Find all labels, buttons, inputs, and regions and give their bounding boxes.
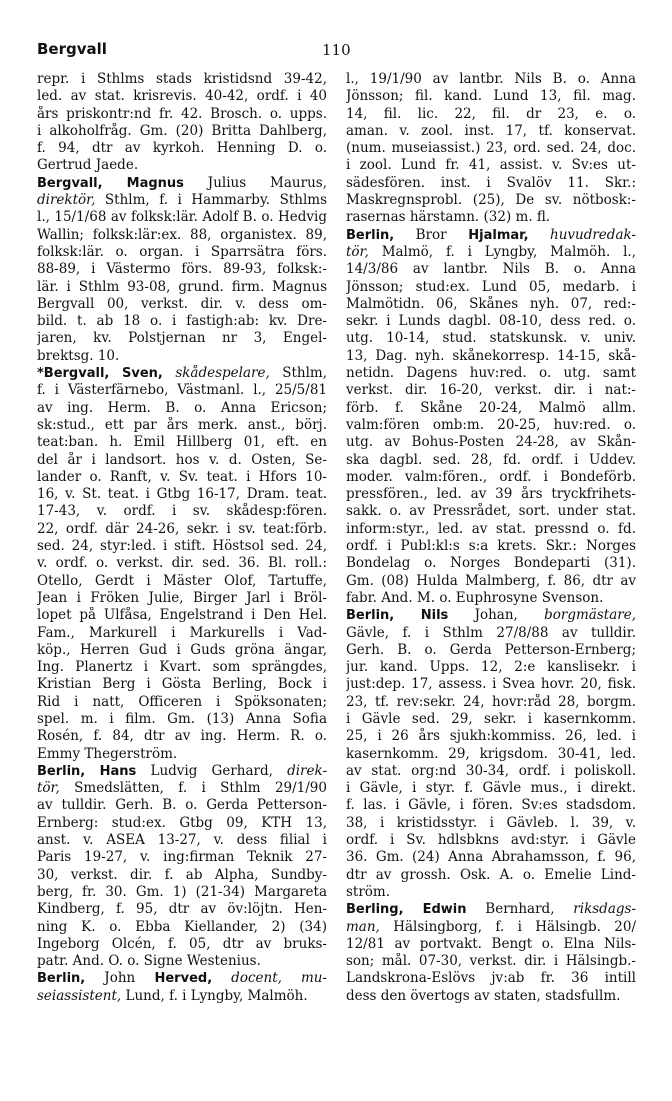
entry-text: Lund, f. i Lyngby, Malmöh. — [121, 987, 308, 1004]
entry-headword: Bergvall, Magnus — [37, 175, 184, 191]
entry-text: Malmötidn. 06, Skånes nyh. 07, red:- — [346, 295, 636, 312]
entry-text: dtr av grossh. Osk. A. o. Emelie Lind- — [346, 866, 636, 883]
text-line — [346, 919, 636, 936]
text-line — [346, 763, 636, 780]
text-line — [37, 538, 327, 555]
entry-occupation: man, — [346, 918, 380, 935]
text-line — [346, 486, 636, 503]
entry-text: netidn. Dagens huv:red. o. utg. samt — [346, 365, 636, 382]
text-line — [346, 711, 636, 728]
entry-text: Bondelag o. Norges Bondeparti (31). — [346, 555, 636, 572]
entry-occupation: huvudredak- — [528, 226, 636, 243]
text-line — [37, 936, 327, 953]
entry-text: l., 15/1/68 av folksk:lär. Adolf B. o. Hedvig — [37, 209, 327, 226]
entry-text: lopet på Ulfåsa, Engelstrand i Den Hel. — [37, 607, 327, 624]
text-line — [346, 227, 636, 244]
entry-occupation: direk- — [272, 762, 327, 779]
entry-text: 23, tf. rev:sekr. 24, hovr:råd 28, borgm. — [346, 693, 636, 710]
entry-text: förb. f. Skåne 20-24, Malmö allm. — [346, 399, 636, 416]
text-line — [37, 486, 327, 503]
text-line — [346, 313, 636, 330]
text-line — [346, 330, 636, 347]
text-line — [346, 452, 636, 469]
text-line — [37, 555, 327, 572]
text-line — [346, 175, 636, 192]
entry-text: Ludvig Gerhard, — [136, 762, 273, 779]
entry-text: sakk. o. av Pressrådet, sort. under stat. — [346, 503, 636, 520]
page-header — [0, 40, 672, 64]
text-line — [346, 815, 636, 832]
entry-text: folksk:lär. o. organ. i Sparrsätra förs. — [37, 243, 327, 260]
entry-text: Jean i Fröken Julie, Birger Jarl i Bröl- — [37, 589, 327, 606]
text-line — [346, 106, 636, 123]
entry-text: Gerh. B. o. Gerda Petterson-Ernberg; — [346, 641, 636, 658]
entry-text: Landskrona-Eslövs jv:ab fr. 36 intill — [346, 970, 636, 987]
text-line — [37, 919, 327, 936]
entry-headword: Berlin, — [346, 227, 395, 243]
entry-text: ordf. i Publ:kl:s s:a krets. Skr.: Norges — [346, 538, 636, 555]
entry-headword: Herved, — [135, 971, 213, 987]
text-line — [346, 140, 636, 157]
text-line — [346, 694, 636, 711]
entry-text: sk:stud., ett par års merk. anst., börj. — [37, 416, 327, 433]
text-line — [37, 642, 327, 659]
text-line — [346, 365, 636, 382]
text-line — [37, 296, 327, 313]
text-line — [37, 123, 327, 140]
entry-text: 36. Gm. (24) Anna Abrahamsson, f. 96, — [346, 849, 636, 866]
entry-text: Kindberg, f. 95, dtr av öv:löjtn. Hen- — [37, 901, 327, 918]
text-line — [37, 676, 327, 693]
text-line — [346, 503, 636, 520]
entry-headword: Berling, Edwin — [346, 902, 467, 918]
text-line — [37, 711, 327, 728]
entry-text: verkst. dir. 16-20, verkst. dir. i nat:- — [346, 382, 636, 399]
entry-text: 88-89, i Västermo förs. 89-93, folksk:- — [37, 261, 327, 278]
text-line — [346, 538, 636, 555]
text-line — [346, 936, 636, 953]
entry-text: inform:styr., led. av stat. pressnd o. fd. — [346, 520, 636, 537]
text-line — [346, 192, 636, 209]
entry-text: 13, Dag. nyh. skånekorresp. 14-15, skå- — [346, 347, 636, 364]
entry-text: (num. museiassist.) 23, ord. sed. 24, doc. — [346, 140, 636, 157]
entry-text: repr. i Sthlms stads kristidsnd 39-42, — [37, 71, 327, 87]
text-line — [37, 313, 327, 330]
text-line — [37, 71, 327, 88]
entry-text: av tulldir. Gerh. B. o. Gerda Petterson- — [37, 797, 327, 814]
text-line — [37, 279, 327, 296]
text-line — [37, 815, 327, 832]
text-line — [346, 348, 636, 365]
text-line — [346, 157, 636, 174]
entry-text: Paris 19-27, v. ing:firman Teknik 27- — [37, 849, 327, 866]
text-line — [346, 521, 636, 538]
entry-text: aman. v. zool. inst. 17, tf. konservat. — [346, 122, 636, 139]
text-line — [346, 607, 636, 624]
entry-text: l., 19/1/90 av lantbr. Nils B. o. Anna — [346, 71, 636, 87]
text-line — [37, 348, 327, 365]
text-line — [346, 867, 636, 884]
text-line — [346, 296, 636, 313]
entry-text: 30, verkst. dir. f. ab Alpha, Sundby- — [37, 866, 327, 883]
entry-text: f. i Västerfärnebo, Västmanl. l., 25/5/81 — [37, 382, 327, 399]
text-line — [37, 832, 327, 849]
entry-text: ning K. o. Ebba Kiellander, 2) (34) — [37, 918, 327, 935]
entry-text: Johan, — [448, 607, 518, 624]
page-number: 110 — [322, 41, 351, 59]
text-line — [37, 607, 327, 624]
entry-text: lär. i Sthlm 93-08, grund. firm. Magnus — [37, 278, 327, 295]
entry-text: Gertrud Jaede. — [37, 157, 139, 174]
running-head: Bergvall — [37, 40, 107, 58]
entry-text: spel. m. i film. Gm. (13) Anna Sofia — [37, 710, 327, 727]
entry-text: 16, v. St. teat. i Gtbg 16-17, Dram. teat. — [37, 486, 327, 503]
text-line — [37, 867, 327, 884]
entry-text: son; mål. 07-30, verkst. dir. i Hälsingb.- — [346, 953, 636, 970]
entry-text: utg. 10-14, stud. statskunsk. v. univ. — [346, 330, 636, 347]
text-line — [37, 434, 327, 451]
entry-text: dess den övertogs av staten, stadsfullm. — [346, 987, 621, 1004]
entry-text: f. las. i Gävle, i fören. Sv:es stadsdom. — [346, 797, 636, 814]
text-line — [346, 642, 636, 659]
entry-text: berg, fr. 30. Gm. 1) (21-34) Margareta — [37, 883, 327, 900]
text-line — [37, 746, 327, 763]
entry-occupation: tör, — [37, 780, 60, 797]
entry-text: sed. 24, styr:led. i stift. Höstsol sed. 24, — [37, 538, 327, 555]
text-line — [346, 209, 636, 226]
text-line — [37, 209, 327, 226]
entry-text: sekr. i Lunds dagbl. 08-10, dess red. o. — [346, 313, 636, 330]
text-line — [37, 988, 327, 1005]
text-line — [346, 261, 636, 278]
entry-occupation: docent, mu- — [212, 970, 327, 987]
entry-text: 17-43, v. ordf. i sv. skådesp:fören. — [37, 503, 327, 520]
text-line — [346, 659, 636, 676]
entry-text: moder. valm:fören., ordf. i Bondeförb. — [346, 468, 636, 485]
text-line — [37, 694, 327, 711]
text-line — [37, 849, 327, 866]
entry-text: i Gävle, i styr. f. Gävle mus., i direkt. — [346, 780, 636, 797]
entry-text: John — [85, 970, 136, 987]
text-line — [37, 88, 327, 105]
text-line — [37, 175, 327, 192]
entry-headword: Hjalmar, — [446, 227, 529, 243]
entry-text: 12/81 av portvakt. Bengt o. Elna Nils- — [346, 935, 636, 952]
entry-text: i alkoholfråg. Gm. (20) Britta Dahlberg, — [37, 122, 327, 139]
text-line — [37, 400, 327, 417]
entry-text: Julius Maurus, — [183, 174, 327, 191]
text-line — [346, 382, 636, 399]
entry-text: led. av stat. krisrevis. 40-42, ordf. i 40 — [37, 88, 327, 105]
text-line — [346, 746, 636, 763]
right-column — [346, 71, 636, 1005]
entry-text: fabr. And. M. o. Euphrosyne Svenson. — [346, 589, 604, 606]
entry-text: Ing. Planertz i Kvart. som sprängdes, — [37, 659, 327, 676]
text-line — [37, 728, 327, 745]
text-line — [346, 123, 636, 140]
entry-occupation: skådespelare, — [162, 365, 270, 382]
text-line — [37, 970, 327, 987]
text-line — [346, 400, 636, 417]
text-line — [37, 157, 327, 174]
entry-text: brektsg. 10. — [37, 347, 120, 364]
entry-text: f. 94, dtr av kyrkoh. Henning D. o. — [37, 140, 327, 157]
text-line — [37, 244, 327, 261]
entry-text: Ingeborg Olcén, f. 05, dtr av bruks- — [37, 935, 327, 952]
entry-text: 25, i 26 års sjukh:kommiss. 26, led. i — [346, 728, 636, 745]
entry-text: Otello, Gerdt i Mäster Olof, Tartuffe, — [37, 572, 327, 589]
entry-text: Emmy Thegerström. — [37, 745, 178, 762]
text-line — [37, 227, 327, 244]
entry-text: Maskregnsprobl. (25), De sv. nötbosk:- — [346, 192, 636, 209]
text-line — [346, 797, 636, 814]
text-line — [37, 140, 327, 157]
entry-text: just:dep. 17, assess. i Svea hovr. 20, fisk. — [346, 676, 636, 693]
left-column — [37, 71, 327, 1005]
text-line — [346, 469, 636, 486]
text-line — [346, 71, 636, 88]
text-line — [346, 884, 636, 901]
entry-text: Bror — [394, 226, 447, 243]
entry-text: anst. v. ASEA 13-27, v. dess filial i — [37, 832, 327, 849]
entry-text: valm:fören omb:m. 20-25, huv:red. o. — [346, 416, 636, 433]
text-line — [346, 988, 636, 1005]
entry-occupation: direktör, — [37, 192, 96, 209]
text-line — [346, 279, 636, 296]
text-line — [37, 106, 327, 123]
text-line — [346, 832, 636, 849]
entry-text: Sthlm, — [269, 365, 327, 382]
entry-text: rasernas härstamn. (32) m. fl. — [346, 209, 551, 226]
entry-text: bild. t. ab 18 o. i fastigh:ab: kv. Dre- — [37, 313, 327, 330]
text-line — [37, 452, 327, 469]
entry-text: jaren, kv. Polstjernan nr 3, Engel- — [37, 330, 327, 347]
entry-text: sädesfören. inst. i Svalöv 11. Skr.: — [346, 174, 636, 191]
text-line — [37, 365, 327, 382]
entry-text: Bernhard, — [466, 901, 555, 918]
entry-text: teat:ban. h. Emil Hillberg 01, eft. en — [37, 434, 327, 451]
entry-text: Sthlm, f. i Hammarby. Sthlms — [95, 192, 327, 209]
entry-text: av stat. org:nd 30-34, ordf. i poliskoll. — [346, 762, 636, 779]
text-line — [346, 573, 636, 590]
text-line — [346, 953, 636, 970]
text-line — [37, 797, 327, 814]
text-line — [346, 244, 636, 261]
text-line — [346, 417, 636, 434]
text-line — [37, 573, 327, 590]
entry-text: Gm. (08) Hulda Malmberg, f. 86, dtr av — [346, 572, 636, 589]
entry-text: lander o. Ranft, v. Sv. teat. i Hfors 10- — [37, 468, 327, 485]
entry-text: Rid i natt, Officeren i Spöksonaten; — [37, 693, 327, 710]
entry-text: 22, ordf. där 24-26, sekr. i sv. teat:förb. — [37, 520, 327, 537]
entry-text: års priskontr:nd fr. 42. Brosch. o. upps. — [37, 105, 327, 122]
text-line — [37, 469, 327, 486]
entry-text: köp., Herren Gud i Guds gröna ängar, — [37, 641, 327, 658]
text-line — [346, 780, 636, 797]
entry-headword: Berlin, Hans — [37, 763, 137, 779]
text-line — [37, 330, 327, 347]
entry-occupation: tör, — [346, 243, 369, 260]
text-line — [37, 659, 327, 676]
entry-occupation: seiassistent, — [37, 987, 122, 1004]
entry-text: jur. kand. Upps. 12, 2:e kanslisekr. i — [346, 659, 636, 676]
entry-text: i zool. Lund fr. 41, assist. v. Sv:es ut- — [346, 157, 636, 174]
entry-headword: Berlin, Nils — [346, 608, 449, 624]
text-line — [37, 763, 327, 780]
entry-text: del år i landsort. hos v. d. Osten, Se- — [37, 451, 327, 468]
entry-text: 14, fil. lic. 22, fil. dr 23, e. o. — [346, 105, 636, 122]
text-line — [37, 625, 327, 642]
entry-text: i Gävle sed. 29, sekr. i kasernkomm. — [346, 710, 636, 727]
text-line — [346, 625, 636, 642]
text-line — [346, 555, 636, 572]
entry-text: utg. av Bohus-Posten 24-28, av Skån- — [346, 434, 636, 451]
text-line — [37, 192, 327, 209]
entry-text: Bergvall 00, verkst. dir. v. dess om- — [37, 295, 327, 312]
entry-text: v. ordf. o. verkst. dir. sed. 36. Bl. roll.: — [37, 555, 327, 572]
text-line — [346, 590, 636, 607]
entry-text: Ernberg: stud:ex. Gtbg 09, KTH 13, — [37, 814, 327, 831]
text-line — [346, 849, 636, 866]
text-line — [37, 780, 327, 797]
entry-text: 38, i kristidsstyr. i Gävleb. l. 39, v. — [346, 814, 636, 831]
entry-text: Jönsson; fil. kand. Lund 13, fil. mag. — [346, 88, 636, 105]
entry-text: Wallin; folksk:lär:ex. 88, organistex. 89, — [37, 226, 327, 243]
entry-text: Kristian Berg i Gösta Berling, Bock i — [37, 676, 327, 693]
text-line — [37, 261, 327, 278]
entry-text: Fam., Markurell i Markurells i Vad- — [37, 624, 327, 641]
text-line — [346, 88, 636, 105]
entry-headword: Berlin, — [37, 971, 86, 987]
entry-text: patr. And. O. o. Signe Westenius. — [37, 953, 261, 970]
entry-occupation: borgmästare, — [517, 607, 636, 624]
entry-text: ström. — [346, 883, 391, 900]
entry-text: pressfören., led. av 39 års tryckfrihets- — [346, 486, 636, 503]
text-line — [37, 521, 327, 538]
entry-text: Hälsingborg, f. i Hälsingb. 20/ — [379, 918, 636, 935]
text-line — [37, 382, 327, 399]
text-line — [37, 417, 327, 434]
text-line — [37, 503, 327, 520]
entry-text: Malmö, f. i Lyngby, Malmöh. l., — [368, 243, 636, 260]
text-line — [37, 953, 327, 970]
entry-text: Rosén, f. 84, dtr av ing. Herm. R. o. — [37, 728, 327, 745]
entry-text: av ing. Herm. B. o. Anna Ericson; — [37, 399, 327, 416]
entry-text: ordf. i Sv. hdlsbkns avd:styr. i Gävle — [346, 832, 636, 849]
text-line — [346, 676, 636, 693]
text-line — [346, 728, 636, 745]
entry-text: Jönsson; stud:ex. Lund 05, medarb. i — [346, 278, 636, 295]
entry-text: kasernkomm. 29, krigsdom. 30-41, led. — [346, 745, 636, 762]
text-line — [346, 901, 636, 918]
text-line — [37, 884, 327, 901]
entry-headword: *Bergvall, Sven, — [37, 366, 163, 382]
entry-text: Gävle, f. i Sthlm 27/8/88 av tulldir. — [346, 624, 636, 641]
text-line — [346, 434, 636, 451]
entry-text: 14/3/86 av lantbr. Nils B. o. Anna — [346, 261, 636, 278]
text-line — [37, 901, 327, 918]
text-line — [37, 590, 327, 607]
entry-text: ska dagbl. sed. 28, fd. ordf. i Uddev. — [346, 451, 636, 468]
entry-text: Smedslätten, f. i Sthlm 29/1/90 — [59, 780, 327, 797]
entry-occupation: riksdags- — [554, 901, 636, 918]
text-line — [346, 970, 636, 987]
